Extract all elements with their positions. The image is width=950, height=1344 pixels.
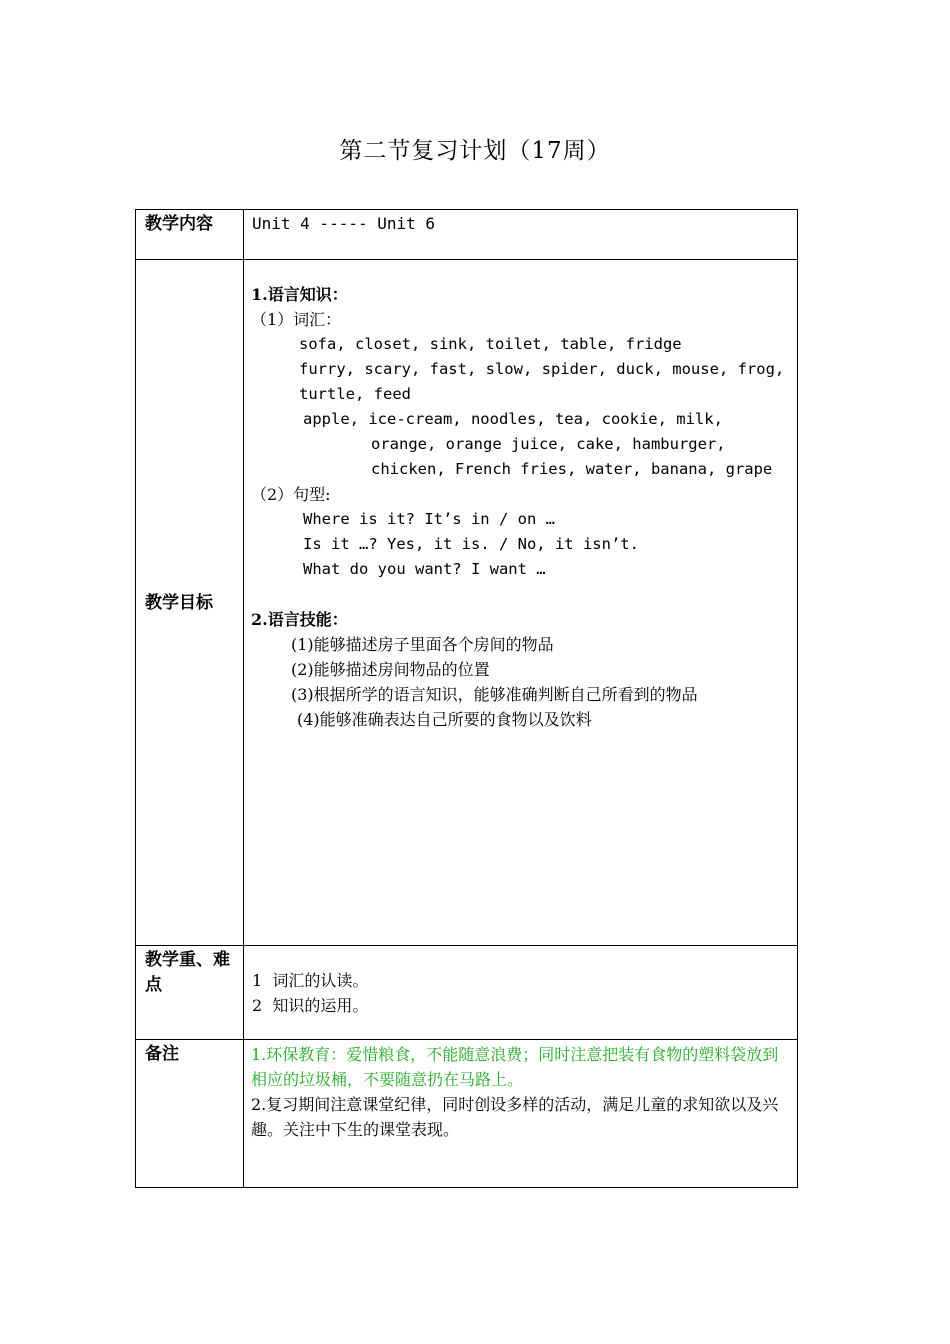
vocab-line: sofa, closet, sink, toilet, table, fridge [299,335,682,353]
skill-item: (4)能够准确表达自己所要的食物以及饮料 [297,710,592,729]
sentence-line: Is it …? Yes, it is. / No, it isn’t. [303,535,639,553]
spacer [251,582,797,607]
key-point-item: 1 词汇的认读。 [252,971,369,990]
vocab-line: turtle, feed [299,385,411,403]
table-row-key-points [136,946,798,1040]
sentence-line: Where is it? It’s in / on … [303,510,555,528]
label-teaching-content: 教学内容 [136,210,244,260]
label-key-points: 教学重、难点 [136,946,244,1040]
notes-cell [244,1040,798,1188]
vocab-line: furry, scary, fast, slow, spider, duck, mouse, frog, [299,360,785,378]
skills-heading: 2.语言技能： [251,610,348,629]
label-notes: 备注 [136,1040,244,1188]
table-row-objectives [136,260,798,946]
skill-item: (1)能够描述房子里面各个房间的物品 [291,635,554,654]
knowledge-heading: 1.语言知识： [251,285,348,304]
value-teaching-content: Unit 4 ----- Unit 6 [244,210,798,260]
page-title: 第二节复习计划（17周） [339,138,611,164]
label-teaching-objectives: 教学目标 [136,260,244,946]
table-row-notes [136,1040,798,1188]
sentence-heading: （2）句型: [251,485,331,504]
vocab-line: apple, ice-cream, noodles, tea, cookie, milk, [303,410,723,428]
key-points-cell [244,946,798,1040]
note-classroom: 2.复习期间注意课堂纪律，同时创设多样的活动，满足儿童的求知欲以及兴趣。关注中下生的课堂表现。 [251,1095,779,1139]
objectives-cell [244,260,798,946]
table-row-content [136,210,798,260]
note-environment: 1.环保教育：爱惜粮食，不能随意浪费；同时注意把装有食物的塑料袋放到相应的垃圾桶，不要随意扔在马路上。 [251,1045,779,1089]
skill-item: (2)能够描述房间物品的位置 [291,660,490,679]
skill-item: (3)根据所学的语言知识，能够准确判断自己所看到的物品 [291,685,698,704]
vocab-heading: （1）词汇： [251,310,342,329]
lesson-plan-table [135,209,798,1188]
sentence-line: What do you want? I want … [303,560,546,578]
vocab-line: orange, orange juice, cake, hamburger, [371,435,726,453]
key-point-item: 2 知识的运用。 [252,996,369,1015]
vocab-line: chicken, French fries, water, banana, grape [371,460,773,478]
